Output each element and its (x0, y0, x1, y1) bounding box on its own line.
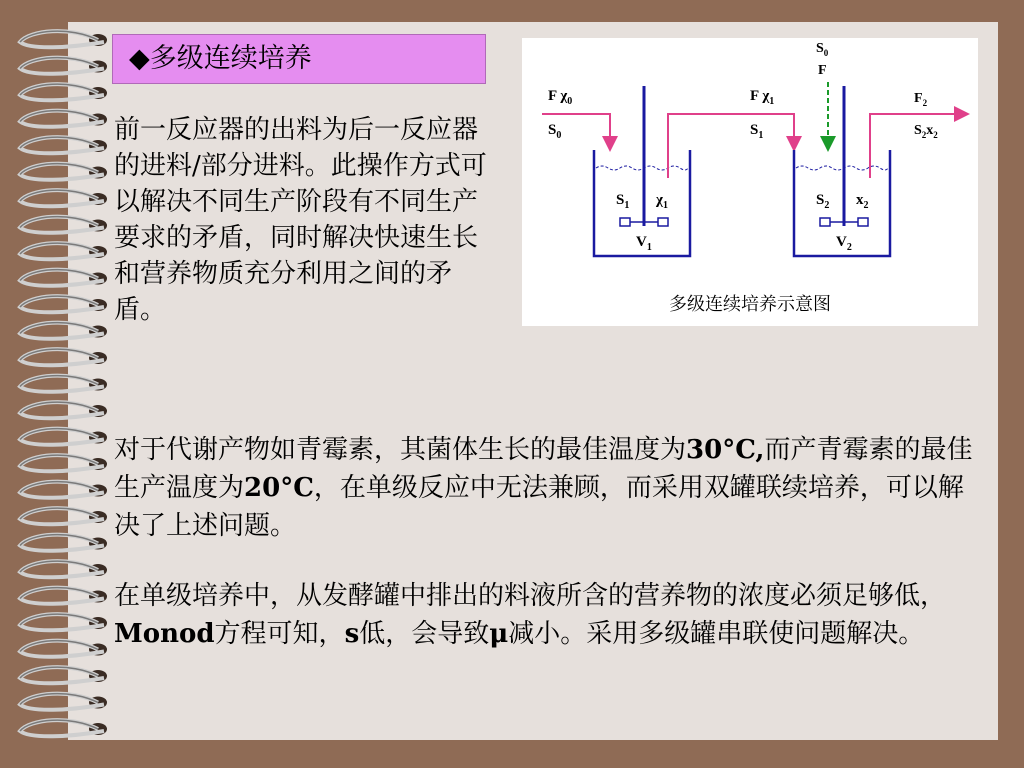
feed-s-label: $S_0$ (816, 41, 829, 58)
spiral-ring (20, 508, 107, 524)
slide-title: ◆多级连续培养 (112, 34, 486, 84)
spiral-ring (20, 720, 107, 736)
spiral-ring (20, 164, 107, 180)
spiral-ring (20, 217, 107, 233)
spiral-ring (20, 323, 107, 339)
multistage-culture-diagram (522, 38, 978, 326)
outlet-f-label: $F_2$ (914, 91, 928, 108)
spiral-ring (20, 561, 107, 577)
inlet1-s-label: $S_0$ (548, 122, 562, 141)
spiral-ring (20, 614, 107, 630)
transfer-flow-arrow (668, 114, 794, 178)
inlet1-f-label: F $\chi_0$ (548, 88, 573, 107)
tank2-impeller-left (820, 218, 830, 226)
tank1-s-label: $S_1$ (616, 192, 630, 211)
spiral-ring (20, 535, 107, 551)
spiral-ring (20, 641, 107, 657)
tank1-impeller-right (658, 218, 668, 226)
spiral-ring (20, 243, 107, 259)
spiral-ring (20, 137, 107, 153)
spiral-ring (20, 376, 107, 392)
tank2-impeller-right (858, 218, 868, 226)
spiral-ring (20, 349, 107, 365)
spiral-ring (20, 429, 107, 445)
tank2-s-label: $S_2$ (816, 192, 830, 211)
transfer-f-label: F $\chi_1$ (750, 88, 775, 107)
spiral-ring (20, 455, 107, 471)
spiral-ring (20, 402, 107, 418)
spiral-ring (20, 84, 107, 100)
spiral-binding (0, 0, 130, 768)
diagram-caption: 多级连续培养示意图 (669, 294, 831, 315)
intro-paragraph: 前一反应器的出料为后一反应器的进料/部分进料。此操作方式可以解决不同生产阶段有不同生产要求的矛盾，同时解决快速生长和营养物质充分利用之间的矛盾。 (114, 115, 487, 325)
tank2-v-label: $V_2$ (836, 234, 852, 253)
spiral-ring (20, 270, 107, 286)
spiral-ring (20, 667, 107, 683)
spiral-ring (20, 588, 107, 604)
tank2-liquid-level (796, 166, 888, 170)
spiral-ring (20, 58, 107, 74)
tank2-x-label: $x_2$ (856, 192, 869, 211)
spiral-ring (20, 482, 107, 498)
spiral-ring (20, 31, 107, 47)
penicillin-paragraph: 对于代谢产物如青霉素，其菌体生长的最佳温度为30°C,而产青霉素的最佳生产温度为20°C，在单级反应中无法兼顾，而采用双罐联续培养，可以解决了上述问题。 (114, 435, 973, 541)
tank1-liquid-level (596, 166, 688, 170)
spiral-ring (20, 111, 107, 127)
tank1-x-label: $\chi_1$ (656, 192, 668, 211)
tank1-impeller-left (620, 218, 630, 226)
spiral-ring (20, 190, 107, 206)
outlet-sx-label: $S_2x_2$ (914, 123, 938, 140)
spiral-ring (20, 296, 107, 312)
feed-f-label: F (818, 63, 827, 78)
monod-paragraph: 在单级培养中，从发酵罐中排出的料液所含的营养物的浓度必须足够低，Monod方程可知，s低，会导致μ减小。采用多级罐串联使问题解决。 (114, 581, 947, 649)
spiral-ring (20, 694, 107, 710)
tank1-v-label: $V_1$ (636, 234, 652, 253)
transfer-s-label: $S_1$ (750, 122, 764, 141)
